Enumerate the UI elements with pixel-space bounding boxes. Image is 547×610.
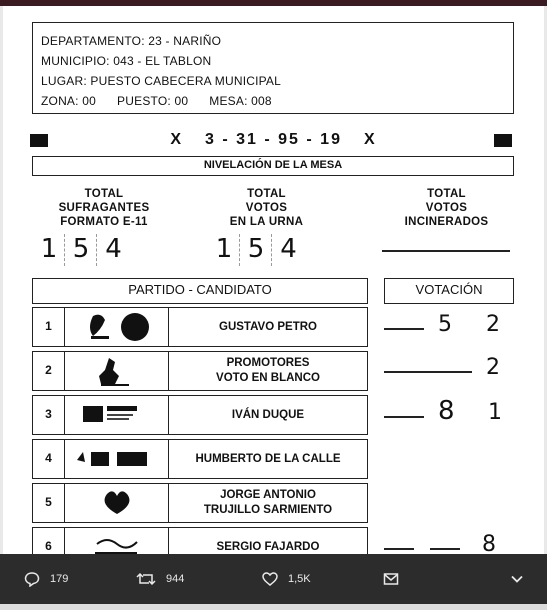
vote-cell <box>384 528 514 554</box>
digit: 4 <box>105 234 122 264</box>
reply-icon <box>24 571 40 587</box>
candidate-name: IVÁN DUQUE <box>231 408 305 421</box>
partido-candidato-header <box>32 278 368 304</box>
row-number: 6 <box>33 528 65 554</box>
todos-somos-colombia-logo <box>65 484 169 522</box>
row-number: 5 <box>33 484 65 522</box>
election-form-image <box>4 6 543 554</box>
vote-digit: 8 <box>438 396 455 426</box>
candidate-row <box>32 395 368 435</box>
candidate-row <box>32 351 368 391</box>
candidate-row <box>32 307 368 347</box>
vote-digit: 2 <box>486 355 500 380</box>
total-3-line2: VOTOS <box>425 202 468 214</box>
total-urna-title <box>204 187 329 229</box>
votacion-header-label: VOTACIÓN <box>415 282 483 297</box>
total-2-line2: VOTOS <box>245 202 288 214</box>
candidate-name: SERGIO FAJARDO <box>216 540 320 553</box>
candidate-name: GUSTAVO PETRO <box>219 320 317 333</box>
vote-cell <box>384 308 514 348</box>
digit: 5 <box>66 234 97 266</box>
candidate-row <box>32 527 368 554</box>
chevron-down-icon <box>510 572 524 586</box>
digit: 5 <box>241 234 272 266</box>
incinerados-dash <box>382 250 510 252</box>
zona-text: ZONA: 00 <box>41 94 96 108</box>
code-value: 3 - 31 - 95 - 19 <box>205 131 342 148</box>
tweet-action-bar <box>0 554 547 604</box>
lugar-text: LUGAR: PUESTO CABECERA MUNICIPAL <box>41 74 282 88</box>
bottom-strip <box>0 604 547 610</box>
vote-dash <box>384 548 414 550</box>
retweet-button[interactable] <box>136 554 184 604</box>
digit: 1 <box>209 234 240 266</box>
retweet-count: 944 <box>166 573 185 585</box>
vote-dash <box>430 548 460 550</box>
total-3-line3: INCINERADOS <box>404 216 489 228</box>
vote-cell <box>384 351 514 391</box>
vote-digit: 1 <box>488 400 502 425</box>
candidate-name: PROMOTORES VOTO EN BLANCO <box>216 357 320 384</box>
row-number: 1 <box>33 308 65 346</box>
total-1-line3: FORMATO E-11 <box>60 216 148 228</box>
mesa-text: MESA: 008 <box>209 94 272 108</box>
retweet-icon <box>136 571 156 587</box>
total-incinerados-title <box>384 187 509 229</box>
vote-cell <box>384 396 514 436</box>
centro-democratico-logo <box>65 396 169 434</box>
zona-puesto-mesa <box>41 91 513 111</box>
candidate-name: HUMBERTO DE LA CALLE <box>195 452 341 465</box>
total-2-line1: TOTAL <box>247 188 286 200</box>
total-3-line1: TOTAL <box>427 188 466 200</box>
total-2-line3: EN LA URNA <box>229 216 304 228</box>
vote-digit: 8 <box>482 532 496 554</box>
reply-count: 179 <box>50 573 69 585</box>
code-left-x: X <box>170 131 184 148</box>
vote-digit: 2 <box>486 312 500 337</box>
liberal-asi-logo <box>65 440 169 478</box>
code-right-x: X <box>363 131 377 148</box>
municipio-text: MUNICIPIO: 043 - EL TABLON <box>41 54 212 68</box>
vote-dash <box>384 416 424 418</box>
puesto-text: PUESTO: 00 <box>117 94 189 108</box>
heart-icon <box>262 571 278 587</box>
partido-header-label: PARTIDO - CANDIDATO <box>128 282 272 297</box>
row-number: 3 <box>33 396 65 434</box>
vote-dash <box>384 371 472 373</box>
row-number: 4 <box>33 440 65 478</box>
frame-left <box>0 6 3 610</box>
like-button[interactable] <box>262 554 311 604</box>
location-header-box <box>32 22 514 114</box>
votacion-header <box>384 278 514 304</box>
candidate-row <box>32 439 368 479</box>
total-1-line1: TOTAL <box>84 188 124 200</box>
total-sufragantes-title <box>44 187 164 229</box>
message-button[interactable] <box>383 554 399 604</box>
voto-en-blanco-logo <box>65 352 169 390</box>
colombia-humana-logo <box>65 308 169 346</box>
nivelacion-label: NIVELACIÓN DE LA MESA <box>203 159 343 171</box>
nivelacion-box <box>32 156 514 176</box>
digit: 4 <box>280 234 297 264</box>
digit: 1 <box>34 234 65 266</box>
sufragantes-digits <box>34 234 130 266</box>
vote-dash <box>384 328 424 330</box>
urna-digits <box>209 234 305 266</box>
like-count: 1,5K <box>288 573 311 585</box>
candidate-row <box>32 483 368 523</box>
departamento-text: DEPARTAMENTO: 23 - NARIÑO <box>41 34 222 48</box>
more-button[interactable] <box>510 554 524 604</box>
total-1-line2: SUFRAGANTES <box>58 202 150 214</box>
form-code <box>4 131 543 149</box>
vote-digit: 5 <box>438 312 452 337</box>
fajardo-logo <box>65 528 169 554</box>
candidate-name: JORGE ANTONIO TRUJILLO SARMIENTO <box>203 489 333 516</box>
row-number: 2 <box>33 352 65 390</box>
reply-button[interactable] <box>24 554 68 604</box>
envelope-icon <box>383 571 399 587</box>
